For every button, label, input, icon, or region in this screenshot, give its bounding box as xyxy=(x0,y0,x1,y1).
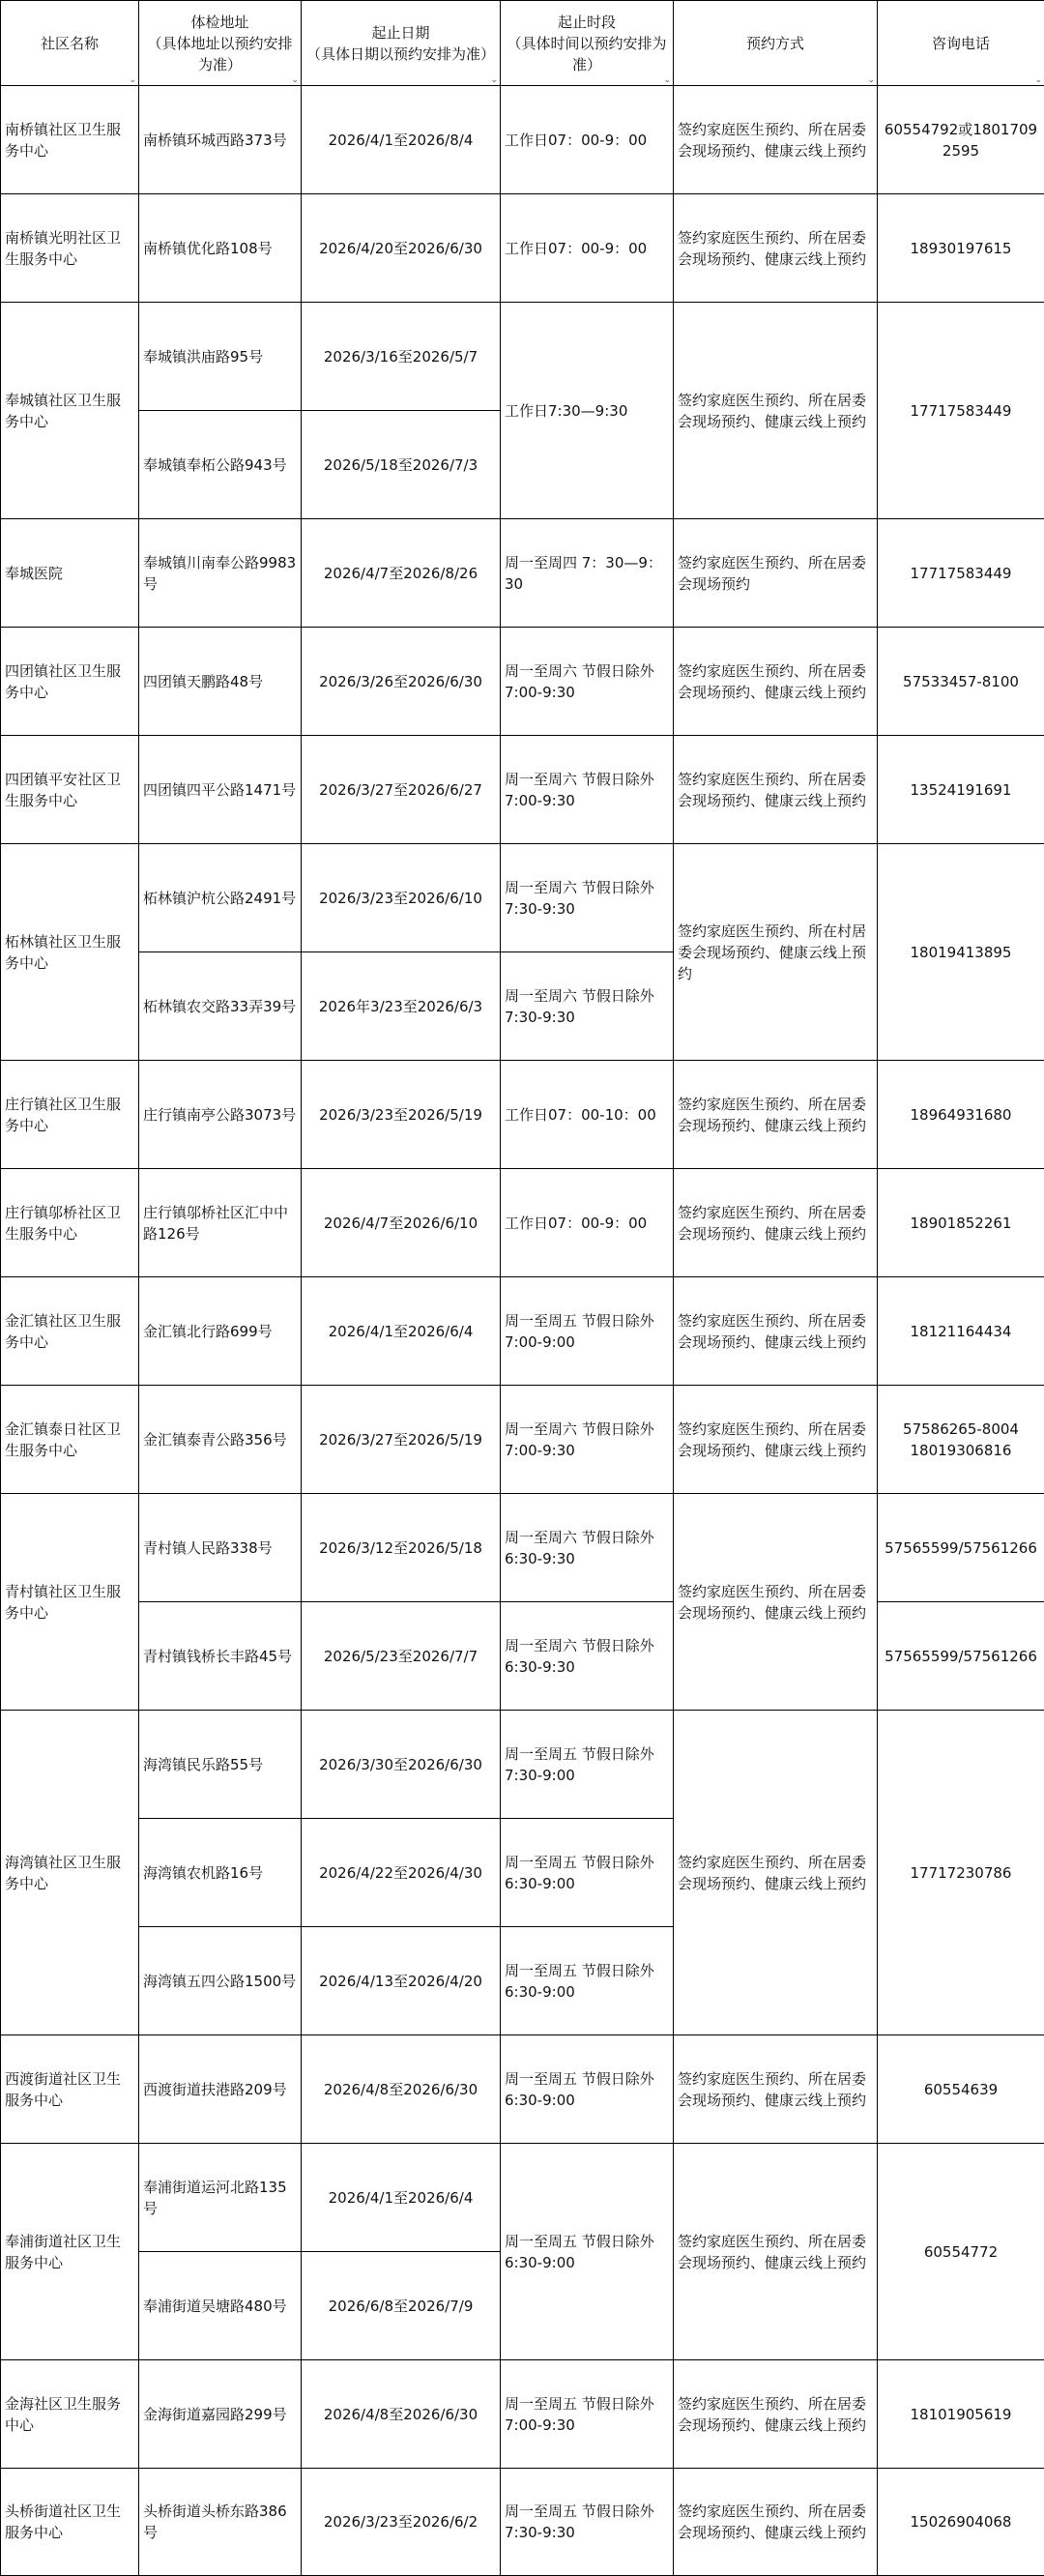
table-row xyxy=(1,2360,1044,2469)
date-range-cell: 2026/5/18至2026/7/3 xyxy=(302,411,501,519)
date-range-cell: 2026/3/30至2026/6/30 xyxy=(302,1711,501,1819)
time-slot-cell: 周一至周五 节假日除外 7:00-9:00 xyxy=(501,1277,674,1386)
address-cell: 奉浦街道吴塘路480号 xyxy=(139,2252,302,2360)
date-range-cell: 2026/3/12至2026/5/18 xyxy=(302,1494,501,1602)
community-name-cell: 庄行镇邬桥社区卫生服务中心 xyxy=(1,1169,139,1277)
address-cell: 奉浦街道运河北路135号 xyxy=(139,2144,302,2252)
phone-cell: 13524191691 xyxy=(878,736,1044,844)
address-cell: 金汇镇北行路699号 xyxy=(139,1277,302,1386)
header-label: 起止日期 （具体日期以预约安排为准） xyxy=(306,24,495,63)
date-range-cell: 2026年3/23至2026/6/3 xyxy=(302,952,501,1061)
date-range-cell: 2026/4/8至2026/6/30 xyxy=(302,2035,501,2144)
time-slot-cell: 周一至周五 节假日除外 6:30-9:00 xyxy=(501,2144,674,2360)
date-range-cell: 2026/4/20至2026/6/30 xyxy=(302,194,501,303)
filter-dropdown-icon[interactable]: ⌄ xyxy=(490,75,498,85)
address-cell: 四团镇四平公路1471号 xyxy=(139,736,302,844)
community-name-cell: 金海社区卫生服务中心 xyxy=(1,2360,139,2469)
phone-cell: 18901852261 xyxy=(878,1169,1044,1277)
time-slot-cell: 周一至周六 节假日除外 7:00-9:30 xyxy=(501,628,674,736)
phone-cell: 17717583449 xyxy=(878,303,1044,519)
address-cell: 奉城镇洪庙路95号 xyxy=(139,303,302,411)
date-range-cell: 2026/3/23至2026/6/2 xyxy=(302,2469,501,2576)
address-cell: 南桥镇环城西路373号 xyxy=(139,86,302,194)
address-cell: 柘林镇农交路33弄39号 xyxy=(139,952,302,1061)
address-cell: 奉城镇奉柘公路943号 xyxy=(139,411,302,519)
phone-cell: 18019413895 xyxy=(878,844,1044,1061)
time-slot-cell: 周一至周六 节假日除外 7:00-9:30 xyxy=(501,736,674,844)
phone-cell: 18101905619 xyxy=(878,2360,1044,2469)
header-label: 社区名称 xyxy=(41,35,99,52)
booking-method-cell: 签约家庭医生预约、所在居委会现场预约、健康云线上预约 xyxy=(674,1386,878,1494)
community-name-cell: 金汇镇社区卫生服务中心 xyxy=(1,1277,139,1386)
filter-dropdown-icon[interactable]: ⌄ xyxy=(867,75,875,85)
community-name-cell: 青村镇社区卫生服 务中心 xyxy=(1,1494,139,1711)
date-range-cell: 2026/3/16至2026/5/7 xyxy=(302,303,501,411)
filter-dropdown-icon[interactable]: ⌄ xyxy=(1034,75,1042,85)
header-label: 咨询电话 xyxy=(932,35,990,52)
header-label: 体检地址 （具体地址以预约安排为准） xyxy=(147,14,292,73)
header-address xyxy=(139,1,302,86)
table-row xyxy=(1,628,1044,736)
booking-method-cell: 签约家庭医生预约、所在居委会现场预约、健康云线上预约 xyxy=(674,1494,878,1711)
booking-method-cell: 签约家庭医生预约、所在居委会现场预约、健康云线上预约 xyxy=(674,2469,878,2576)
time-slot-cell: 工作日07：00-9：00 xyxy=(501,1169,674,1277)
date-range-cell: 2026/4/8至2026/6/30 xyxy=(302,2360,501,2469)
table-row xyxy=(1,1169,1044,1277)
time-slot-cell: 周一至周五 节假日除外 6:30-9:00 xyxy=(501,1819,674,1927)
table-row xyxy=(1,1386,1044,1494)
phone-cell: 18964931680 xyxy=(878,1061,1044,1169)
booking-method-cell: 签约家庭医生预约、所在居委会现场预约、健康云线上预约 xyxy=(674,303,878,519)
community-name-cell: 四团镇平安社区卫生服务中心 xyxy=(1,736,139,844)
table-row xyxy=(1,86,1044,194)
date-range-cell: 2026/4/1至2026/6/4 xyxy=(302,1277,501,1386)
address-cell: 海湾镇农机路16号 xyxy=(139,1819,302,1927)
community-name-cell: 庄行镇社区卫生服务中心 xyxy=(1,1061,139,1169)
table-row xyxy=(1,194,1044,303)
filter-dropdown-icon[interactable]: ⌄ xyxy=(129,75,136,85)
booking-method-cell: 签约家庭医生预约、所在居委会现场预约、健康云线上预约 xyxy=(674,1061,878,1169)
header-date-range xyxy=(302,1,501,86)
address-cell: 柘林镇沪杭公路2491号 xyxy=(139,844,302,952)
header-community-name xyxy=(1,1,139,86)
date-range-cell: 2026/3/27至2026/5/19 xyxy=(302,1386,501,1494)
table-row xyxy=(1,736,1044,844)
table-row xyxy=(1,1494,1044,1602)
date-range-cell: 2026/4/7至2026/6/10 xyxy=(302,1169,501,1277)
phone-cell: 15026904068 xyxy=(878,2469,1044,2576)
filter-dropdown-icon[interactable]: ⌄ xyxy=(663,75,671,85)
booking-method-cell: 签约家庭医生预约、所在居委会现场预约、健康云线上预约 xyxy=(674,1169,878,1277)
booking-method-cell: 签约家庭医生预约、所在居委会现场预约、健康云线上预约 xyxy=(674,736,878,844)
address-cell: 南桥镇优化路108号 xyxy=(139,194,302,303)
time-slot-cell: 周一至周五 节假日除外 6:30-9:00 xyxy=(501,2035,674,2144)
time-slot-cell: 工作日07：00-9：00 xyxy=(501,194,674,303)
address-cell: 庄行镇南亭公路3073号 xyxy=(139,1061,302,1169)
address-cell: 金汇镇泰青公路356号 xyxy=(139,1386,302,1494)
address-cell: 头桥街道头桥东路386号 xyxy=(139,2469,302,2576)
phone-cell: 60554772 xyxy=(878,2144,1044,2360)
header-label: 预约方式 xyxy=(746,35,804,52)
table-row xyxy=(1,1061,1044,1169)
table-row xyxy=(1,844,1044,952)
booking-method-cell: 签约家庭医生预约、所在居委会现场预约、健康云线上预约 xyxy=(674,1277,878,1386)
booking-method-cell: 签约家庭医生预约、所在村居委会现场预约、健康云线上预约 xyxy=(674,844,878,1061)
table-row xyxy=(1,519,1044,628)
date-range-cell: 2026/5/23至2026/7/7 xyxy=(302,1602,501,1711)
time-slot-cell: 工作日07：00-10：00 xyxy=(501,1061,674,1169)
date-range-cell: 2026/4/1至2026/6/4 xyxy=(302,2144,501,2252)
community-name-cell: 南桥镇光明社区卫生服务中心 xyxy=(1,194,139,303)
booking-method-cell: 签约家庭医生预约、所在居委会现场预约、健康云线上预约 xyxy=(674,628,878,736)
address-cell: 海湾镇民乐路55号 xyxy=(139,1711,302,1819)
time-slot-cell: 周一至周六 节假日除外 7:30-9:30 xyxy=(501,844,674,952)
time-slot-cell: 周一至周五 节假日除外 7:30-9:30 xyxy=(501,2469,674,2576)
address-cell: 西渡街道扶港路209号 xyxy=(139,2035,302,2144)
address-cell: 海湾镇五四公路1500号 xyxy=(139,1927,302,2035)
phone-cell: 18930197615 xyxy=(878,194,1044,303)
date-range-cell: 2026/3/23至2026/5/19 xyxy=(302,1061,501,1169)
community-name-cell: 南桥镇社区卫生服务中心 xyxy=(1,86,139,194)
phone-cell: 17717230786 xyxy=(878,1711,1044,2035)
time-slot-cell: 工作日07：00-9：00 xyxy=(501,86,674,194)
filter-dropdown-icon[interactable]: ⌄ xyxy=(291,75,299,85)
time-slot-cell: 周一至周四 7：30—9：30 xyxy=(501,519,674,628)
date-range-cell: 2026/4/22至2026/4/30 xyxy=(302,1819,501,1927)
community-name-cell: 奉浦街道社区卫生服务中心 xyxy=(1,2144,139,2360)
time-slot-cell: 周一至周六 节假日除外 7:30-9:30 xyxy=(501,952,674,1061)
booking-method-cell: 签约家庭医生预约、所在居委会现场预约、健康云线上预约 xyxy=(674,2360,878,2469)
booking-method-cell: 签约家庭医生预约、所在居委会现场预约 xyxy=(674,519,878,628)
time-slot-cell: 周一至周五 节假日除外 7:00-9:30 xyxy=(501,2360,674,2469)
community-name-cell: 海湾镇社区卫生服务中心 xyxy=(1,1711,139,2035)
address-cell: 四团镇天鹏路48号 xyxy=(139,628,302,736)
table-row xyxy=(1,1711,1044,1819)
table-row xyxy=(1,1277,1044,1386)
community-name-cell: 奉城镇社区卫生服务中心 xyxy=(1,303,139,519)
phone-cell: 18121164434 xyxy=(878,1277,1044,1386)
table-row xyxy=(1,2144,1044,2252)
phone-cell: 57565599/57561266 xyxy=(878,1602,1044,1711)
date-range-cell: 2026/3/26至2026/6/30 xyxy=(302,628,501,736)
address-cell: 奉城镇川南奉公路9983号 xyxy=(139,519,302,628)
booking-method-cell: 签约家庭医生预约、所在居委会现场预约、健康云线上预约 xyxy=(674,86,878,194)
phone-cell: 60554639 xyxy=(878,2035,1044,2144)
time-slot-cell: 周一至周六 节假日除外 7:00-9:30 xyxy=(501,1386,674,1494)
date-range-cell: 2026/4/7至2026/8/26 xyxy=(302,519,501,628)
time-slot-cell: 工作日7:30—9:30 xyxy=(501,303,674,519)
community-name-cell: 西渡街道社区卫生服务中心 xyxy=(1,2035,139,2144)
booking-method-cell: 签约家庭医生预约、所在居委会现场预约、健康云线上预约 xyxy=(674,1711,878,2035)
time-slot-cell: 周一至周五 节假日除外 7:30-9:00 xyxy=(501,1711,674,1819)
phone-cell: 57533457-8100 xyxy=(878,628,1044,736)
date-range-cell: 2026/3/23至2026/6/10 xyxy=(302,844,501,952)
community-name-cell: 头桥街道社区卫生服务中心 xyxy=(1,2469,139,2576)
phone-cell: 17717583449 xyxy=(878,519,1044,628)
phone-cell: 60554792或18017092595 xyxy=(878,86,1044,194)
header-row xyxy=(1,1,1044,86)
header-label: 起止时段 （具体时间以预约安排为准） xyxy=(507,14,666,73)
phone-cell: 57586265-8004 18019306816 xyxy=(878,1386,1044,1494)
booking-method-cell: 签约家庭医生预约、所在居委会现场预约、健康云线上预约 xyxy=(674,2144,878,2360)
date-range-cell: 2026/4/13至2026/4/20 xyxy=(302,1927,501,2035)
address-cell: 青村镇人民路338号 xyxy=(139,1494,302,1602)
address-cell: 庄行镇邬桥社区汇中中路126号 xyxy=(139,1169,302,1277)
header-booking-method xyxy=(674,1,878,86)
table-row xyxy=(1,303,1044,411)
table-row xyxy=(1,2469,1044,2576)
phone-cell: 57565599/57561266 xyxy=(878,1494,1044,1602)
booking-method-cell: 签约家庭医生预约、所在居委会现场预约、健康云线上预约 xyxy=(674,2035,878,2144)
header-phone xyxy=(878,1,1044,86)
header-time-slot xyxy=(501,1,674,86)
address-cell: 金海街道嘉园路299号 xyxy=(139,2360,302,2469)
time-slot-cell: 周一至周五 节假日除外 6:30-9:00 xyxy=(501,1927,674,2035)
community-name-cell: 奉城医院 xyxy=(1,519,139,628)
table-row xyxy=(1,2035,1044,2144)
address-cell: 青村镇钱桥长丰路45号 xyxy=(139,1602,302,1711)
time-slot-cell: 周一至周六 节假日除外 6:30-9:30 xyxy=(501,1602,674,1711)
booking-method-cell: 签约家庭医生预约、所在居委会现场预约、健康云线上预约 xyxy=(674,194,878,303)
date-range-cell: 2026/3/27至2026/6/27 xyxy=(302,736,501,844)
time-slot-cell: 周一至周六 节假日除外 6:30-9:30 xyxy=(501,1494,674,1602)
date-range-cell: 2026/4/1至2026/8/4 xyxy=(302,86,501,194)
community-name-cell: 柘林镇社区卫生服 务中心 xyxy=(1,844,139,1061)
date-range-cell: 2026/6/8至2026/7/9 xyxy=(302,2252,501,2360)
community-name-cell: 金汇镇泰日社区卫生服务中心 xyxy=(1,1386,139,1494)
community-name-cell: 四团镇社区卫生服务中心 xyxy=(1,628,139,736)
table-row xyxy=(1,1602,1044,1711)
